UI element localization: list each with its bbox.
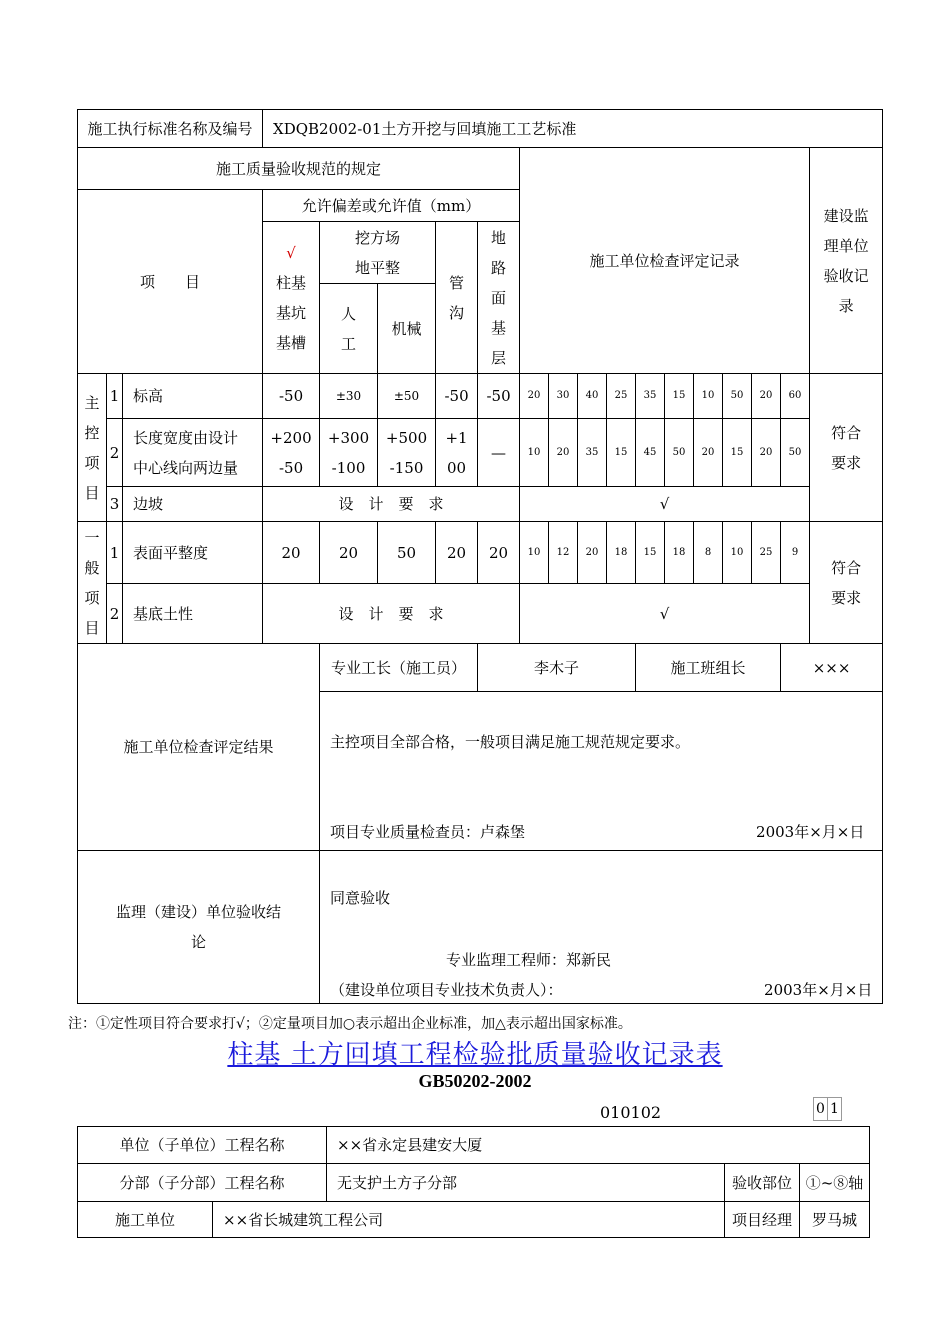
record-cell: 50 [781,419,810,487]
record-cell: 50 [665,419,694,487]
record-cell: 20 [520,374,549,419]
value-cell: 20 [320,522,378,584]
record-cell: 20 [752,419,781,487]
column-site-leveling: 挖方场 地平整 [320,222,436,284]
row-no: 2 [107,584,123,644]
record-cell: 60 [781,374,810,419]
record-cell: 25 [607,374,636,419]
row-name: 标高 [123,374,263,419]
supervise-text: 同意验收 [330,889,391,907]
record-cell: 15 [607,419,636,487]
record-cell: 8 [694,522,723,584]
engineer-date: 2003年×月×日 [764,981,873,999]
record-cell: 30 [549,374,578,419]
inspection-form-table [77,109,883,1004]
allowance-header: 允许偏差或允许值（mm） [263,190,520,222]
value-cell: -50 [263,374,320,419]
row-name: 边坡 [123,487,263,522]
form2-title[interactable]: 柱基 土方回填工程检验批质量验收记录表 [227,1040,723,1070]
standard-value: XDQB2002-01土方开挖与回填施工工艺标准 [263,110,883,148]
inspector-date: 2003年×月×日 [756,823,865,841]
unit-label: 单位（子单位）工程名称 [78,1127,327,1164]
record-cell: 10 [723,522,752,584]
value-cell: +300 -100 [320,419,378,487]
digit-box: 0 [813,1097,828,1121]
record-cell: 20 [694,419,723,487]
value-cell: 50 [378,522,436,584]
record-cell: 40 [578,374,607,419]
digit-box: 1 [827,1097,842,1121]
record-cell: 25 [752,522,781,584]
record-cell: 10 [520,419,549,487]
form2-standard: GB50202-2002 [418,1071,532,1091]
manager-value: 罗马城 [800,1202,870,1238]
foreman-label: 专业工长（施工员） [320,644,478,692]
row-no: 1 [107,522,123,584]
value-cell: ±30 [320,374,378,419]
supervise-record-header: 建设监 理单位 验收记 录 [810,148,883,374]
record-cell: 18 [607,522,636,584]
record-cell: 12 [549,522,578,584]
record-check: √ [520,584,810,644]
result-text: 主控项目全部合格，一般项目满足施工规范规定要求。 [330,733,691,751]
record-header: 施工单位检查评定记录 [520,148,810,374]
supervise-box [320,851,883,1004]
record-cell: 35 [636,374,665,419]
form2-digit-boxes [813,1097,841,1121]
result-label: 施工单位检查评定结果 [78,644,320,851]
division-label: 分部（子分部）工程名称 [78,1164,327,1202]
part-label: 验收部位 [725,1164,800,1202]
row-name: 长度宽度由设计 中心线向两边量 [123,419,263,487]
manager-label: 项目经理 [725,1202,800,1238]
record-cell: 9 [781,522,810,584]
row-no: 2 [107,419,123,487]
record-cell: 18 [665,522,694,584]
inspector: 项目专业质量检查员：卢森堡 [330,823,526,841]
value-cell: 20 [478,522,520,584]
record-cell: 20 [549,419,578,487]
record-cell: 15 [665,374,694,419]
red-check-mark: √ [286,243,296,262]
contractor-label: 施工单位 [78,1202,213,1238]
record-cell: 20 [752,374,781,419]
record-cell: 15 [636,522,665,584]
row-no: 1 [107,374,123,419]
unit-value: ××省永定县建安大厦 [327,1127,870,1164]
item-header: 项 目 [78,190,263,374]
tech-person: （建设单位项目专业技术负责人）： [330,981,563,999]
value-cell: +1 00 [436,419,478,487]
row-name: 基底土性 [123,584,263,644]
spec-label: 施工质量验收规范的规定 [78,148,520,190]
contractor-value: ××省长城建筑工程公司 [213,1202,725,1238]
general-acceptance: 符合 要求 [810,522,883,644]
supervise-result-label: 监理（建设）单位验收结 论 [78,851,320,1004]
row-name: 表面平整度 [123,522,263,584]
value-cell: +200 -50 [263,419,320,487]
record-cell: 15 [723,419,752,487]
record-cell: 45 [636,419,665,487]
record-cell: 10 [694,374,723,419]
form2-code: 010102 [600,1103,662,1122]
value-cell: 20 [436,522,478,584]
column-manual: 人 工 [320,284,378,374]
record-cell: 20 [578,522,607,584]
value-cell: ±50 [378,374,436,419]
value-cell: — [478,419,520,487]
main-group-label: 主 控 项 目 [78,374,107,522]
main-acceptance: 符合 要求 [810,374,883,522]
column-trench: 管 沟 [436,222,478,374]
footnote: 注：①定性项目符合要求打√；②定量项目加○表示超出企业标准，加△表示超出国家标准。 [68,1016,632,1032]
general-group-label: 一 般 项 目 [78,522,107,644]
design-requirement: 设 计 要 求 [263,487,520,522]
value-cell: +500 -150 [378,419,436,487]
value-cell: -50 [436,374,478,419]
row-no: 3 [107,487,123,522]
record-cell: 10 [520,522,549,584]
engineer: 专业监理工程师：郑新民 [446,951,612,969]
column-machine: 机械 [378,284,436,374]
value-cell: 20 [263,522,320,584]
design-requirement: 设 计 要 求 [263,584,520,644]
division-value: 无支护土方子分部 [327,1164,725,1202]
team-leader-name: ××× [781,644,883,692]
standard-label: 施工执行标准名称及编号 [78,110,263,148]
team-leader-label: 施工班组长 [636,644,781,692]
record-check: √ [520,487,810,522]
column-pit: √ 柱基 基坑 基槽 [263,222,320,374]
record-cell: 35 [578,419,607,487]
record-cell: 50 [723,374,752,419]
form2-header-table [77,1126,870,1238]
part-value: ①~⑧轴 [800,1164,870,1202]
value-cell: -50 [478,374,520,419]
foreman-name: 李木子 [478,644,636,692]
result-box [320,692,883,851]
column-road-base: 地 路 面 基 层 [478,222,520,374]
